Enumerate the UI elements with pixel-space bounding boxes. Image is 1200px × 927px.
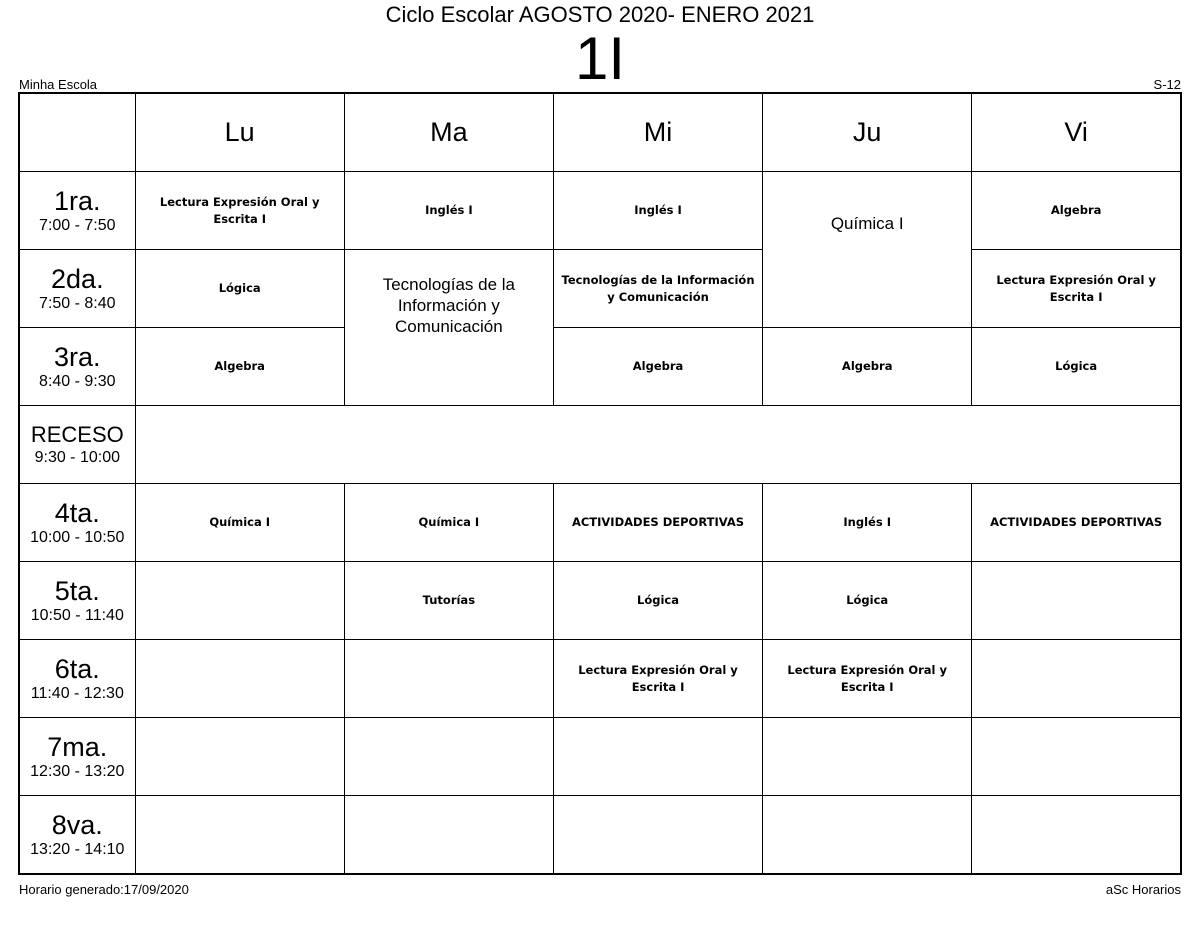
lesson-cell-double [344, 250, 553, 406]
period-label [19, 562, 135, 640]
lesson-text: Tecnologías de la Información y Comunicación [382, 275, 516, 336]
period-row [19, 250, 1181, 328]
lesson-cell-empty [972, 796, 1181, 875]
day-header-ma: Ma [344, 93, 553, 172]
period-row [19, 328, 1181, 406]
lesson-cell: Algebra [553, 328, 762, 406]
generated-date: Horario generado:17/09/2020 [19, 882, 189, 897]
lesson-cell: Lógica [972, 328, 1181, 406]
period-time: 10:50 - 11:40 [30, 607, 124, 624]
break-cell [135, 406, 1181, 484]
lesson-cell: Lectura Expresión Oral y Escrita I [972, 250, 1181, 328]
period-time: 11:40 - 12:30 [30, 685, 124, 702]
software-credit: aSc Horarios [1105, 882, 1181, 897]
period-label [19, 406, 135, 484]
lesson-cell-empty [135, 718, 344, 796]
lesson-cell-empty [344, 796, 553, 875]
lesson-cell-empty [553, 718, 762, 796]
lesson-cell-empty [972, 562, 1181, 640]
period-name: 5ta. [54, 576, 100, 606]
period-name: RECESO [30, 422, 124, 447]
period-time: 10:00 - 10:50 [30, 529, 125, 546]
corner-cell [19, 93, 135, 172]
lesson-cell-empty [344, 718, 553, 796]
lesson-cell: Lectura Expresión Oral y Escrita I [135, 172, 344, 250]
lesson-cell-empty [553, 796, 762, 875]
period-label [19, 250, 135, 328]
period-time: 12:30 - 13:20 [30, 763, 125, 780]
period-time: 7:50 - 8:40 [39, 295, 116, 312]
period-name: 8va. [51, 810, 103, 840]
period-row [19, 796, 1181, 875]
period-row [19, 172, 1181, 250]
period-time: 9:30 - 10:00 [34, 449, 120, 466]
day-header-ju: Ju [763, 93, 972, 172]
period-label [19, 796, 135, 875]
period-label [19, 640, 135, 718]
period-row [19, 484, 1181, 562]
lesson-cell: Algebra [763, 328, 972, 406]
school-name: Minha Escola [19, 77, 98, 92]
period-row [19, 562, 1181, 640]
lesson-cell: Inglés I [553, 172, 762, 250]
break-row [19, 406, 1181, 484]
period-name: 3ra. [54, 342, 101, 372]
lesson-cell: Inglés I [763, 484, 972, 562]
day-header-mi: Mi [553, 93, 762, 172]
lesson-cell-double [763, 172, 972, 328]
lesson-cell-empty [972, 718, 1181, 796]
period-label [19, 328, 135, 406]
lesson-cell-empty [135, 796, 344, 875]
days-header-row [19, 93, 1181, 172]
period-row [19, 718, 1181, 796]
lesson-cell: Algebra [135, 328, 344, 406]
lesson-cell-empty [344, 640, 553, 718]
day-header-lu: Lu [135, 93, 344, 172]
period-label [19, 484, 135, 562]
lesson-cell: Inglés I [344, 172, 553, 250]
lesson-cell-empty [135, 562, 344, 640]
lesson-cell: ACTIVIDADES DEPORTIVAS [972, 484, 1181, 562]
lesson-cell: Lectura Expresión Oral y Escrita I [553, 640, 762, 718]
lesson-cell: Lectura Expresión Oral y Escrita I [763, 640, 972, 718]
lesson-cell: Algebra [972, 172, 1181, 250]
period-name: 2da. [51, 264, 104, 294]
lesson-cell: Lógica [553, 562, 762, 640]
period-name: 4ta. [54, 498, 100, 528]
room-code: S-12 [1153, 77, 1181, 92]
lesson-cell-empty [135, 640, 344, 718]
period-name: 6ta. [54, 654, 100, 684]
period-label [19, 718, 135, 796]
lesson-cell-empty [763, 796, 972, 875]
day-header-vi: Vi [972, 93, 1181, 172]
timetable [18, 92, 1182, 875]
lesson-cell-empty [763, 718, 972, 796]
lesson-cell: Química I [135, 484, 344, 562]
lesson-cell: Química I [344, 484, 553, 562]
lesson-cell: ACTIVIDADES DEPORTIVAS [553, 484, 762, 562]
lesson-cell-empty [972, 640, 1181, 718]
period-row [19, 640, 1181, 718]
lesson-cell: Tutorías [344, 562, 553, 640]
period-time: 13:20 - 14:10 [30, 841, 125, 858]
period-time: 7:00 - 7:50 [39, 217, 116, 234]
lesson-cell: Lógica [763, 562, 972, 640]
lesson-cell: Tecnologías de la Información y Comunicación [553, 250, 762, 328]
period-name: 7ma. [47, 732, 108, 762]
lesson-text: Química I [830, 214, 904, 233]
lesson-cell: Lógica [135, 250, 344, 328]
period-time: 8:40 - 9:30 [39, 373, 116, 390]
group-name: 1I [574, 25, 626, 92]
period-name: 1ra. [54, 186, 101, 216]
period-label [19, 172, 135, 250]
schedule-title: Ciclo Escolar AGOSTO 2020- ENERO 2021 [385, 2, 815, 27]
